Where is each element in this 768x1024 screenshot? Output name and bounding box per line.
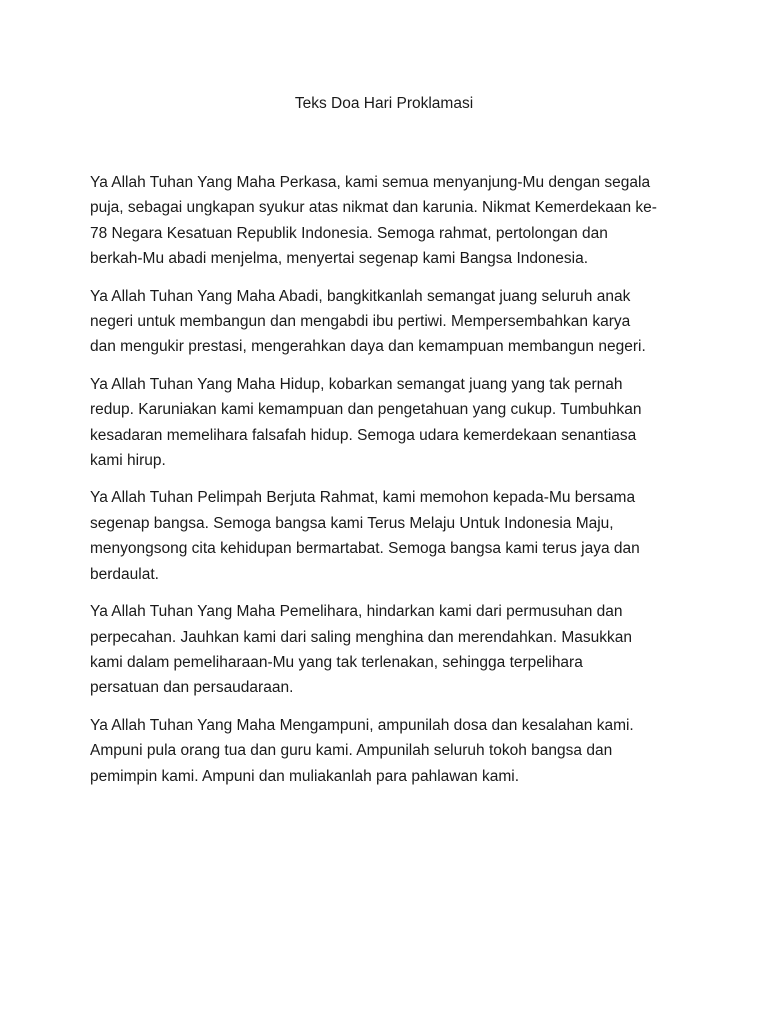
paragraph: Ya Allah Tuhan Yang Maha Hidup, kobarkan semangat juang yang tak pernah redup. Karuniakan kami kemampuan dan pengetahuan yang cukup. Tumbuhkan kesadaran memelihara falsafah hidup. Semoga udara kemerdekaan senantiasa kami hirup.	[90, 375, 642, 470]
paragraph: Ya Allah Tuhan Yang Maha Abadi, bangkitkanlah semangat juang seluruh anak negeri untuk membangun dan mengabdi ibu pertiwi. Mempersembahkan karya dan mengukir prestasi, mengerahkan daya dan kemampuan membangun negeri.	[90, 287, 646, 356]
paragraph: Ya Allah Tuhan Pelimpah Berjuta Rahmat, kami memohon kepada-Mu bersama segenap bangsa. Semoga bangsa kami Terus Melaju Untuk Indonesia Maju, menyongsong cita kehidupan bermartabat. Semoga bangsa kami terus jaya dan berdaulat.	[90, 489, 640, 583]
paragraph: Ya Allah Tuhan Yang Maha Mengampuni, ampunilah dosa dan kesalahan kami. Ampuni pula orang tua dan guru kami. Ampunilah seluruh tokoh bangsa dan pemimpin kami. Ampuni dan muliakanlah para pahlawan kami.	[90, 716, 634, 785]
document-body	[90, 170, 690, 801]
paragraph: Ya Allah Tuhan Yang Maha Pemelihara, hindarkan kami dari permusuhan dan perpecahan. Jauhkan kami dari saling menghina dan merendahkan. Masukkan kami dalam pemeliharaan-Mu yang tak terlenakan, sehingga terpelihara persatuan dan persaudaraan.	[90, 603, 632, 697]
paragraph: Ya Allah Tuhan Yang Maha Perkasa, kami semua menyanjung-Mu dengan segala puja, sebagai ungkapan syukur atas nikmat dan karunia. Nikmat Kemerdekaan ke- 78 Negara Kesatuan Republik Indonesia. Semoga rahmat, pertolongan dan berkah-Mu abadi menjelma, menyertai segenap kami Bangsa Indonesia.	[90, 174, 657, 268]
document-title: Teks Doa Hari Proklamasi	[294, 95, 474, 112]
